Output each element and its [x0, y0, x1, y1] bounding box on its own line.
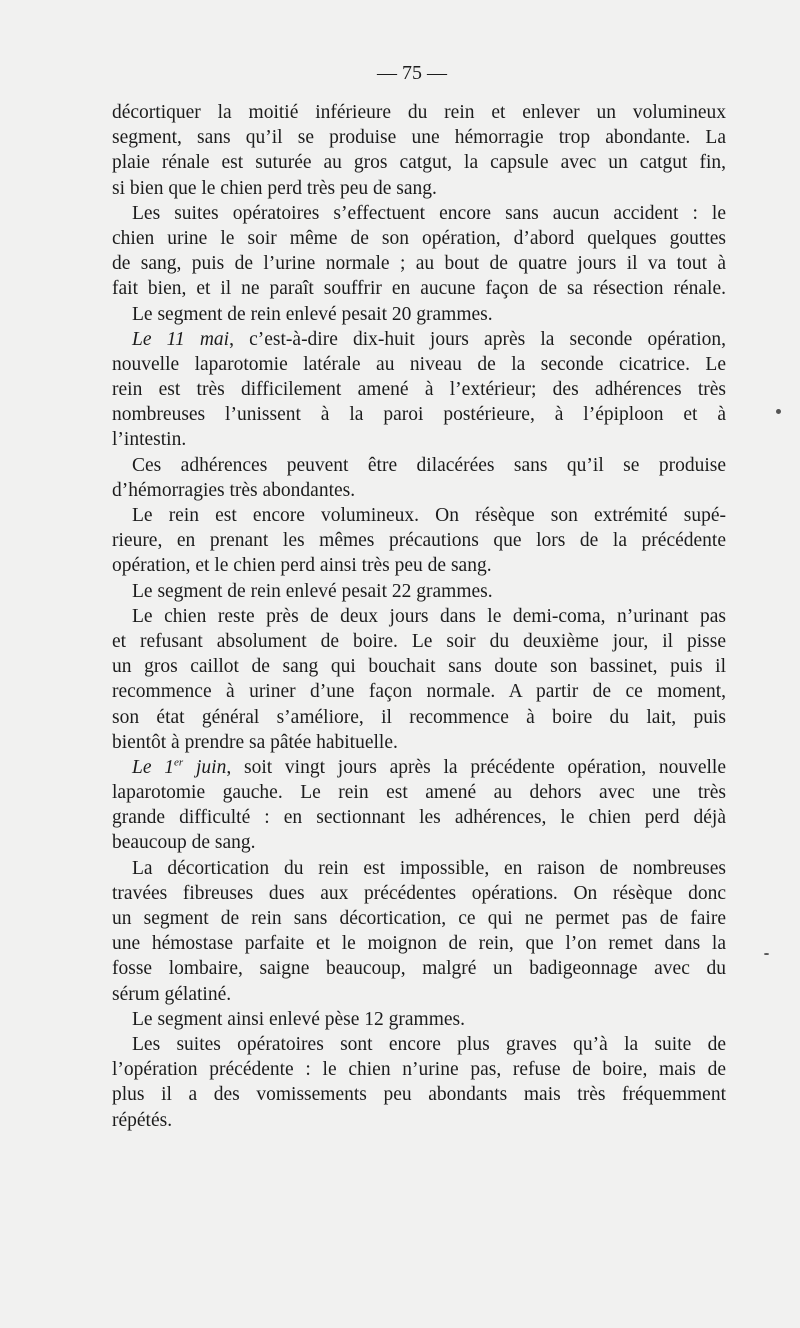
- text-line: travées fibreuses dues aux précédentes opérations. On résèque donc: [112, 882, 726, 904]
- date-day: Le 1: [132, 756, 175, 778]
- text-line: chien urine le soir même de son opération, d’abord quelques gouttes: [112, 227, 726, 249]
- text-line: bientôt à prendre sa pâtée habituelle.: [112, 731, 398, 753]
- text-line: l’opération précédente : le chien n’urine pas, refuse de boire, mais de: [112, 1059, 726, 1081]
- text-line: une hémostase parfaite et le moignon de rein, que l’on remet dans la: [112, 933, 726, 955]
- page-number: — 75 —: [377, 62, 447, 84]
- text-line: Le rein est encore volumineux. On résèque son extrémité supé-: [132, 505, 726, 526]
- text-line: rein est très difficilement amené à l’extérieur; des adhérences très: [112, 379, 726, 401]
- body-text: [112, 100, 726, 1133]
- text-line: un gros caillot de sang qui bouchait sans doute son bassinet, puis il: [112, 656, 726, 678]
- text-line: opération, et le chien perd ainsi très peu de sang.: [112, 555, 492, 577]
- text-line: fait bien, et il ne paraît souffrir en aucune façon de sa résection rénale.: [112, 278, 726, 300]
- scan-speck: [776, 409, 781, 414]
- text-line: Le segment de rein enlevé pesait 22 grammes.: [132, 580, 493, 602]
- text-line: un segment de rein sans décortication, ce qui ne permet pas de faire: [112, 908, 726, 929]
- text-line: grande difficulté : en sectionnant les adhérences, le chien perd déjà: [112, 807, 726, 829]
- date-month: juin: [183, 756, 227, 778]
- text-line: rieure, en prenant les mêmes précautions que lors de la précédente: [112, 530, 726, 552]
- italic-date: [132, 757, 226, 778]
- text-line: recommence à uriner d’une façon normale. A partir de ce moment,: [112, 681, 726, 703]
- text-line: plaie rénale est suturée au gros catgut, la capsule avec un catgut fin,: [112, 152, 726, 174]
- text-line: segment, sans qu’il se produise une hémorragie trop abondante. La: [112, 127, 726, 149]
- line-rest: , c’est-à-dire dix-huit jours après la seconde opération,: [229, 328, 726, 350]
- text-line: et refusant absolument de boire. Le soir du deuxième jour, il pisse: [112, 630, 726, 652]
- text-line: décortiquer la moitié inférieure du rein et enlever un volumineux: [112, 102, 726, 123]
- text-line: répétés.: [112, 1109, 173, 1131]
- line-rest: , soit vingt jours après la précédente opération, nouvelle: [226, 756, 726, 778]
- text-line: son état général s’améliore, il recommence à boire du lait, puis: [112, 706, 726, 728]
- text-line: fosse lombaire, saigne beaucoup, malgré un badigeonnage avec du: [112, 958, 726, 980]
- text-line: plus il a des vomissements peu abondants mais très fréquemment: [112, 1084, 726, 1106]
- text-line: nouvelle laparotomie latérale au niveau de la seconde cicatrice. Le: [112, 353, 726, 375]
- text-line: l’intestin.: [112, 429, 187, 451]
- text-line: si bien que le chien perd très peu de sang.: [112, 177, 437, 199]
- text-line: Le chien reste près de deux jours dans le demi-coma, n’urinant pas: [132, 605, 726, 627]
- text-line: [112, 755, 726, 780]
- text-line: beaucoup de sang.: [112, 832, 256, 854]
- text-line: La décortication du rein est impossible, en raison de nombreuses: [132, 857, 726, 879]
- text-line: laparotomie gauche. Le rein est amené au dehors avec une très: [112, 782, 726, 804]
- text-line: [112, 327, 726, 352]
- text-line: Le segment de rein enlevé pesait 20 grammes.: [132, 303, 493, 325]
- text-line: sérum gélatiné.: [112, 983, 232, 1005]
- scan-speck: [764, 953, 769, 955]
- text-line: nombreuses l’unissent à la paroi postérieure, à l’épiploon et à: [112, 404, 726, 426]
- date-superscript: er: [174, 756, 184, 769]
- text-line: Les suites opératoires s’effectuent encore sans aucun accident : le: [132, 202, 726, 224]
- text-line: Ces adhérences peuvent être dilacérées sans qu’il se produise: [132, 454, 726, 476]
- text-line: d’hémorragies très abondantes.: [112, 479, 356, 501]
- text-line: Les suites opératoires sont encore plus graves qu’à la suite de: [132, 1033, 726, 1055]
- text-line: Le segment ainsi enlevé pèse 12 grammes.: [132, 1008, 466, 1030]
- italic-date: Le 11 mai: [132, 328, 230, 350]
- text-line: de sang, puis de l’urine normale ; au bout de quatre jours il va tout à: [112, 253, 726, 275]
